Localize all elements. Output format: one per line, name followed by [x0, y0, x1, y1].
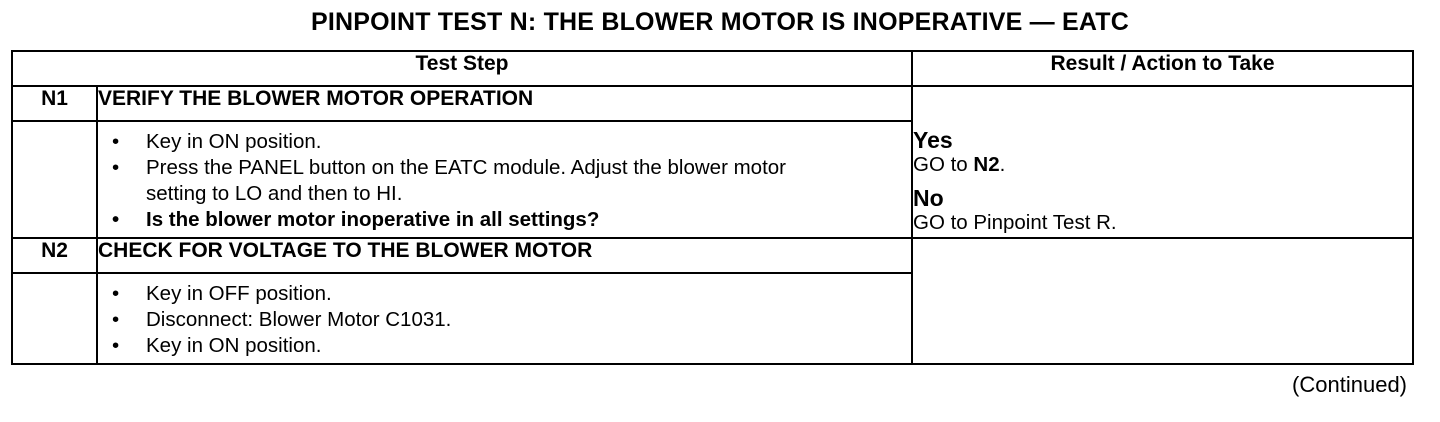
bullet-item: • Key in ON position. [98, 129, 911, 155]
step-n2-title-row [12, 238, 1413, 273]
step-n1-blank [12, 121, 97, 238]
yes-target: N2 [973, 153, 1000, 176]
step-n1-title-row [12, 86, 1413, 121]
step-n2-title: CHECK FOR VOLTAGE TO THE BLOWER MOTOR [97, 238, 912, 273]
continued-note: (Continued) [1292, 372, 1407, 397]
page-title: PINPOINT TEST N: THE BLOWER MOTOR IS INOPERATIVE — EATC [311, 8, 1129, 36]
step-n1-title: VERIFY THE BLOWER MOTOR OPERATION [97, 86, 912, 121]
step-n2-id: N2 [12, 238, 97, 273]
header-row [12, 51, 1413, 86]
test-step-header: Test Step [12, 51, 912, 86]
step-n2-blank [12, 273, 97, 364]
pinpoint-test-table [11, 50, 1414, 365]
no-action: GO to Pinpoint Test R. [913, 211, 1117, 234]
bullet-item: • Press the PANEL button on the EATC module. Adjust the blower motor setting to LO and then to HI. [98, 155, 911, 207]
step-n2-bullets [98, 274, 911, 363]
bullet-item: • Key in ON position. [98, 333, 911, 359]
step-n1-id: N1 [12, 86, 97, 121]
bullet-item: • Disconnect: Blower Motor C1031. [98, 307, 911, 333]
yes-action: GO to N2. [913, 153, 1006, 176]
result-header: Result / Action to Take [912, 51, 1413, 86]
no-label: No [913, 185, 944, 211]
step-n1-body [97, 121, 912, 238]
step-n1-bullets [98, 122, 911, 237]
yes-label: Yes [913, 127, 953, 153]
step-n1-results [912, 86, 1413, 238]
bullet-item: • Key in OFF position. [98, 281, 911, 307]
step-n2-results [912, 238, 1413, 364]
bullet-question: • Is the blower motor inoperative in all settings? [98, 207, 911, 233]
step-n2-body [97, 273, 912, 364]
